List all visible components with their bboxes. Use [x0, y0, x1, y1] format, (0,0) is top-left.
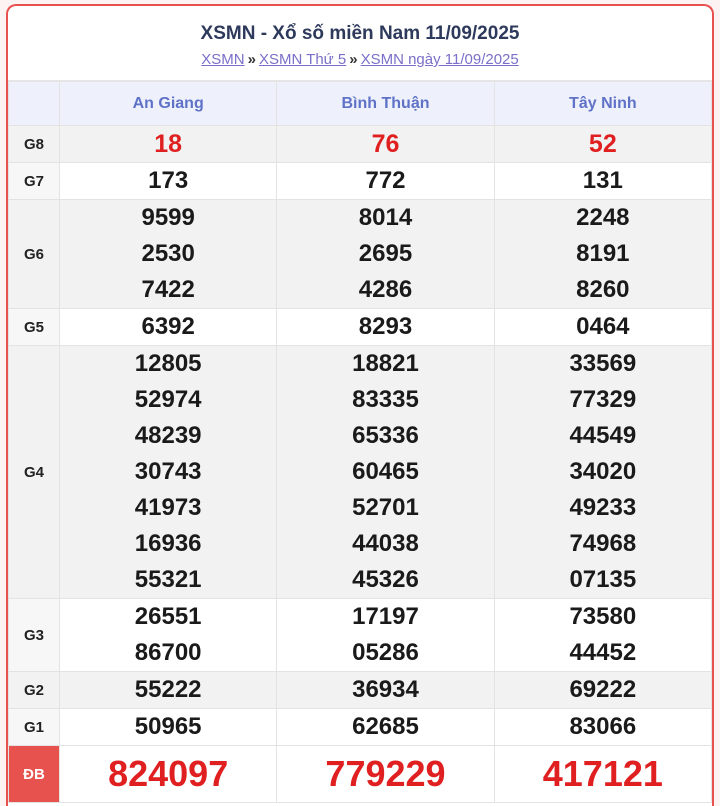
prize-cell: [60, 346, 277, 599]
prize-number: 55222: [134, 676, 202, 703]
prize-label: G4: [9, 346, 60, 599]
prize-row: [9, 599, 712, 672]
corner-cell: [9, 82, 60, 126]
prize-cell: [60, 200, 277, 309]
prize-number: 33569: [569, 350, 637, 377]
prize-cell: [494, 599, 711, 672]
province-header-an-giang: An Giang: [60, 82, 277, 126]
prize-row: [9, 309, 712, 346]
prize-cell: [277, 599, 494, 672]
prize-number: 77329: [569, 386, 637, 413]
province-header-tay-ninh: Tây Ninh: [494, 82, 711, 126]
prize-number: 73580: [569, 603, 637, 630]
prize-cell: [494, 672, 711, 709]
prize-label: G5: [9, 309, 60, 346]
prize-number: 52: [588, 130, 617, 158]
breadcrumb-xsmn-thu-5[interactable]: XSMN Thứ 5: [258, 51, 347, 68]
prize-label: G3: [9, 599, 60, 672]
prize-number: 83335: [352, 386, 419, 413]
prize-number: 05286: [352, 639, 419, 666]
prize-cell: [494, 709, 711, 746]
prize-number: 50965: [134, 713, 202, 740]
prize-number: 83066: [569, 713, 637, 740]
prize-cell: [277, 672, 494, 709]
prize-row: [9, 746, 712, 803]
prize-row: [9, 200, 712, 309]
prize-cell: [60, 746, 277, 803]
prize-number: 52974: [134, 386, 202, 413]
prize-cell: [60, 163, 277, 200]
prize-number: 69222: [569, 676, 637, 703]
prize-number: 8014: [358, 204, 413, 231]
prize-number: 18: [154, 130, 183, 158]
prize-number: 4286: [358, 276, 413, 303]
prize-number: 44452: [569, 639, 637, 666]
prize-cell: [277, 163, 494, 200]
prize-number: 45326: [352, 566, 419, 593]
prize-number: 48239: [134, 422, 202, 449]
prize-number: 44038: [352, 530, 419, 557]
prize-number: 62685: [352, 713, 419, 740]
prize-cell: [277, 346, 494, 599]
prize-cell: [277, 746, 494, 803]
prize-number: 60465: [352, 458, 419, 485]
breadcrumb-separator: »: [247, 51, 256, 68]
prize-number: 824097: [108, 753, 229, 794]
prize-number: 49233: [569, 494, 637, 521]
prize-number: 8293: [358, 313, 413, 340]
prize-number: 779229: [325, 753, 446, 794]
prize-cell: [494, 126, 711, 163]
prize-cell: [60, 709, 277, 746]
prize-number: 2530: [141, 240, 195, 267]
prize-label: G8: [9, 126, 60, 163]
prize-row: [9, 709, 712, 746]
results-card: [6, 4, 714, 806]
prize-number: 76: [371, 130, 400, 158]
prize-number: 52701: [352, 494, 419, 521]
prize-number: 6392: [141, 313, 195, 340]
province-header-binh-thuan: Bình Thuận: [277, 82, 494, 126]
prize-number: 44549: [569, 422, 637, 449]
prize-label: G6: [9, 200, 60, 309]
prize-number: 86700: [134, 639, 202, 666]
prize-number: 74968: [569, 530, 637, 557]
prize-number: 16936: [134, 530, 202, 557]
prize-cell: [60, 309, 277, 346]
prize-number: 772: [365, 167, 406, 194]
breadcrumb-xsmn[interactable]: XSMN: [201, 51, 245, 68]
prize-cell: [277, 126, 494, 163]
prize-number: 417121: [542, 753, 663, 794]
prize-number: 131: [582, 167, 623, 194]
prize-label: G2: [9, 672, 60, 709]
results-header: [8, 6, 712, 81]
prize-number: 34020: [569, 458, 637, 485]
prize-number: 07135: [569, 566, 637, 593]
breadcrumb: [8, 51, 712, 69]
prize-number: 65336: [352, 422, 419, 449]
prize-cell: [277, 200, 494, 309]
prize-number: 7422: [141, 276, 195, 303]
prize-number: 30743: [134, 458, 202, 485]
prize-label: G7: [9, 163, 60, 200]
prize-number: 9599: [141, 204, 195, 231]
results-table: [8, 81, 712, 803]
prize-number: 26551: [134, 603, 202, 630]
prize-row: [9, 163, 712, 200]
prize-cell: [494, 200, 711, 309]
prize-cell: [494, 309, 711, 346]
prize-number: 17197: [352, 603, 419, 630]
prize-number: 12805: [134, 350, 202, 377]
prize-number: 36934: [352, 676, 419, 703]
prize-number: 18821: [352, 350, 419, 377]
prize-number: 2695: [358, 240, 413, 267]
prize-cell: [60, 672, 277, 709]
prize-number: 8191: [576, 240, 630, 267]
prize-cell: [60, 599, 277, 672]
prize-number: 8260: [576, 276, 630, 303]
prize-number: 173: [148, 167, 189, 194]
prize-cell: [494, 346, 711, 599]
prize-number: 0464: [576, 313, 630, 340]
province-header-row: [9, 82, 712, 126]
prize-number: 55321: [134, 566, 202, 593]
breadcrumb-xsmn-date[interactable]: XSMN ngày 11/09/2025: [360, 51, 519, 68]
prize-label: ĐB: [9, 746, 60, 803]
prize-cell: [277, 309, 494, 346]
prize-cell: [277, 709, 494, 746]
prize-row: [9, 346, 712, 599]
breadcrumb-separator: »: [349, 51, 358, 68]
prize-cell: [60, 126, 277, 163]
prize-cell: [494, 746, 711, 803]
prize-number: 41973: [134, 494, 202, 521]
prize-number: 2248: [576, 204, 630, 231]
prize-label: G1: [9, 709, 60, 746]
prize-row: [9, 126, 712, 163]
prize-cell: [494, 163, 711, 200]
page-title: XSMN - Xổ số miền Nam 11/09/2025: [200, 23, 520, 44]
prize-row: [9, 672, 712, 709]
